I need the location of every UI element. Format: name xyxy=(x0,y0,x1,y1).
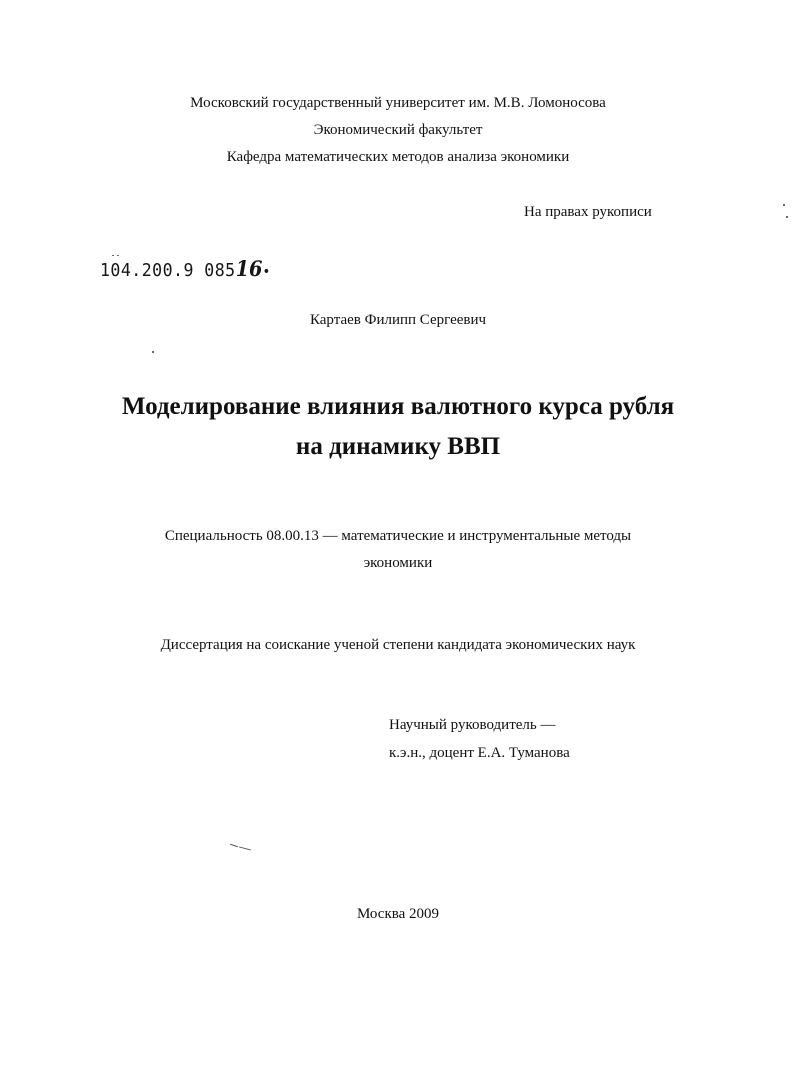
scan-speck xyxy=(152,351,154,353)
scan-speck xyxy=(230,844,238,847)
dissertation-title-line-2: на динамику ВВП xyxy=(295,433,501,460)
scan-speck xyxy=(786,216,788,218)
specialty-line-1: Специальность 08.00.13 — математические и инструментальные методы xyxy=(164,528,632,544)
specialty-line-2: экономики xyxy=(363,555,433,571)
dissertation-degree: Диссертация на соискание ученой степени кандидата экономических наук xyxy=(160,637,636,653)
supervisor-name: к.э.н., доцент Е.А. Туманова xyxy=(389,745,570,761)
dissertation-title-line-1: Моделирование влияния валютного курса рубля xyxy=(121,393,675,420)
university-name: Московский государственный университет им. М.В. Ломоносова xyxy=(190,95,606,111)
scan-speck xyxy=(239,846,251,850)
stamp-handwritten-digits: 16 xyxy=(235,256,263,281)
scan-speck xyxy=(783,204,785,206)
stamp-number: 104.200.9 085 xyxy=(100,260,236,281)
supervisor-label: Научный руководитель — xyxy=(389,717,556,733)
place-and-year: Москва 2009 xyxy=(356,906,440,922)
faculty-name: Экономический факультет xyxy=(313,122,483,138)
scan-speck xyxy=(117,255,119,256)
library-stamp: 104.200.9 08516• xyxy=(100,256,271,281)
rights-note: На правах рукописи xyxy=(524,204,652,220)
author-name: Картаев Филипп Сергеевич xyxy=(309,312,487,328)
department-name: Кафедра математических методов анализа экономики xyxy=(226,149,570,165)
scan-speck xyxy=(112,255,114,256)
